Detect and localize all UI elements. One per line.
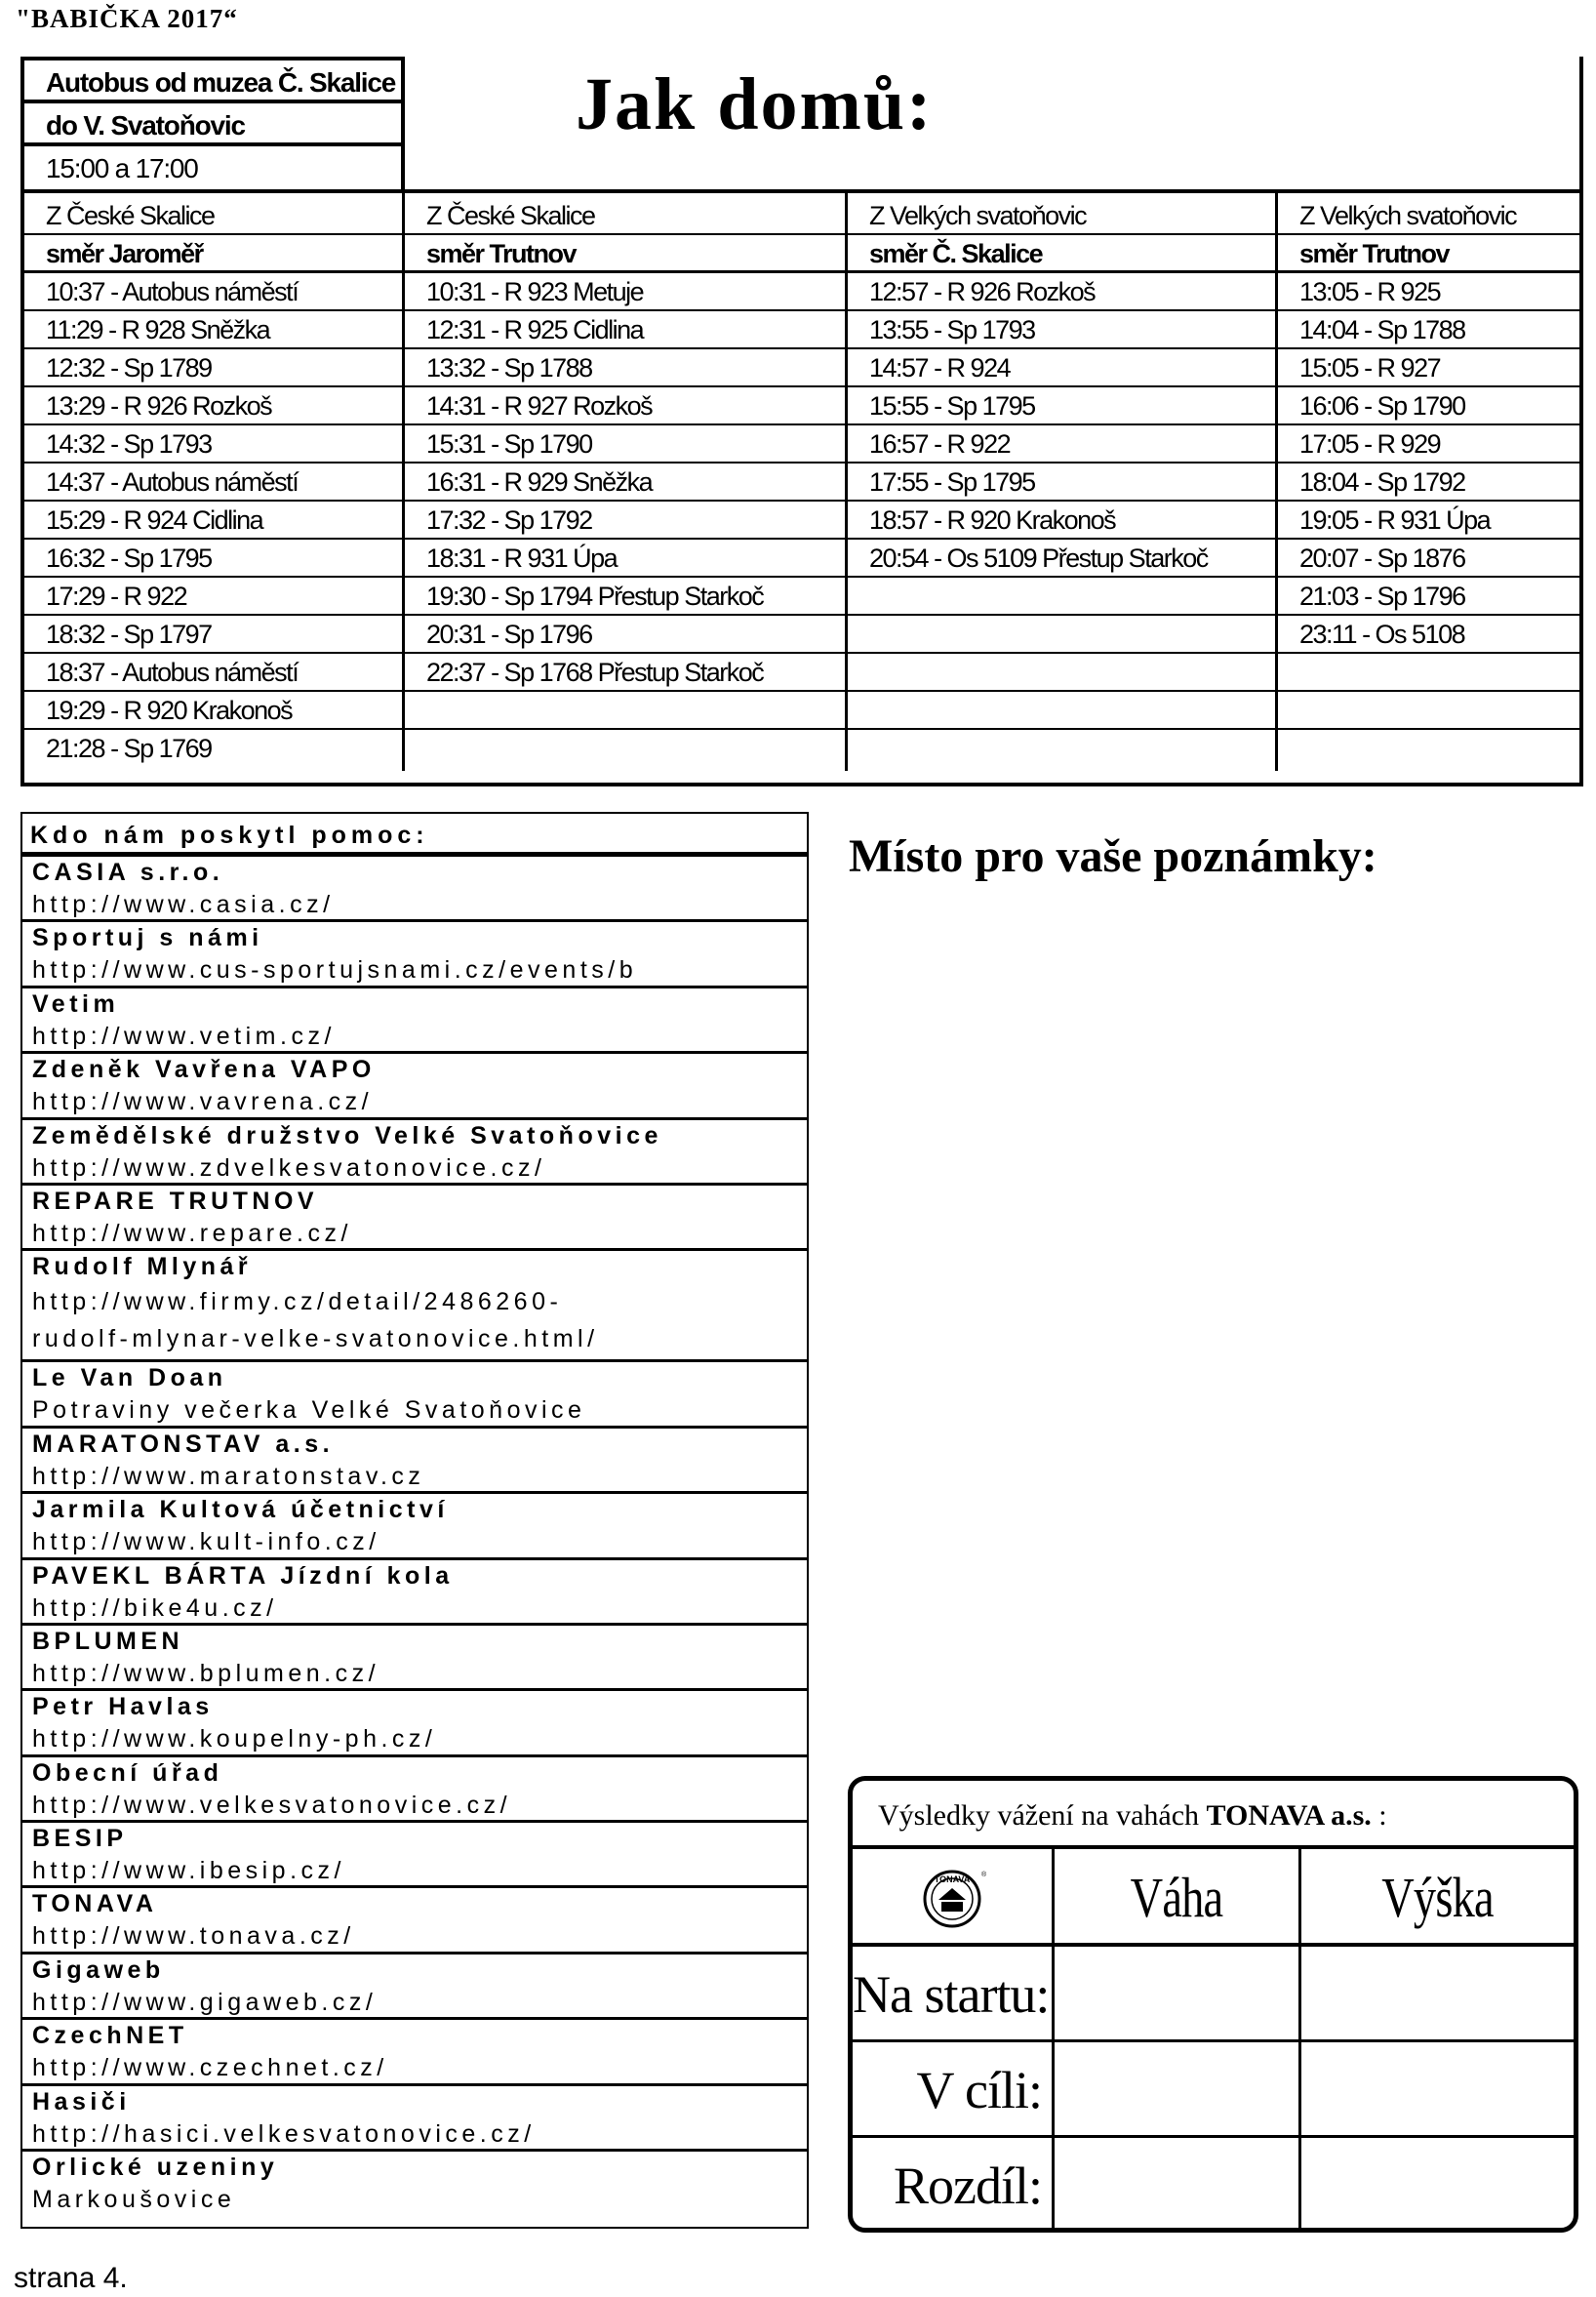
weighing-header-row [853,1849,1574,1947]
sponsor-name: BPLUMEN [32,1627,184,1655]
weighing-row-label: V cíli: [916,2061,1042,2119]
weighing-row-label: Rozdíl: [894,2156,1042,2215]
weighing-row [853,2042,1574,2138]
timetable-cell: 21:03 - Sp 1796 [1299,582,1465,611]
sponsor-url: http://www.czechnet.cz/ [32,2054,388,2082]
timetable-row [24,654,1579,692]
timetable-cell: 19:29 - R 920 Krakonoš [24,692,405,728]
sponsor-url: Markoušovice [32,2186,236,2214]
timetable-cell: 14:37 - Autobus náměstí [24,463,405,500]
sponsor-item [22,2152,807,2217]
timetable-cell: 14:32 - Sp 1793 [24,425,405,462]
sponsor-name: Orlické uzeniny [32,2154,279,2182]
sponsor-item [22,1494,807,1559]
sponsor-name: Zemědělské družstvo Velké Svatoňovice [32,1121,662,1149]
sponsor-url: http://www.gigaweb.cz/ [32,1988,378,2016]
notes-title: Místo pro vaše poznámky: [849,830,1377,882]
sponsor-item [22,2086,807,2152]
direction-header: směr Č. Skalice [848,235,1278,270]
timetable-cell: 17:32 - Sp 1792 [405,502,848,538]
sponsor-url: http://bike4u.cz/ [32,1593,278,1622]
timetable-cell: 13:29 - R 926 Rozkoš [24,387,405,423]
timetable-row [24,273,1579,311]
sponsor-url: http://www.cus-sportujsnami.cz/events/b [32,956,638,985]
height-value-cell [1301,2042,1574,2135]
sponsor-item [22,1120,807,1186]
sponsor-url-continued: rudolf-mlynar-velke-svatonovice.html/ [32,1325,599,1353]
timetable-cell: 22:37 - Sp 1768 Přestup Starkoč [405,654,848,690]
weight-header-cell [1055,1849,1301,1943]
timetable-cell: 20:31 - Sp 1796 [405,616,848,652]
timetable-cell [848,654,1278,690]
timetable-row [24,502,1579,540]
weighing-title-suffix: : [1371,1799,1387,1832]
svg-text:TONAVA: TONAVA [934,1874,971,1884]
sponsor-item [22,1757,807,1823]
direction-header: směr Trutnov [1299,239,1450,268]
height-header: Výška [1381,1866,1494,1929]
direction-header: směr Jaroměř [24,235,405,270]
sponsor-url: http://hasici.velkesvatonovice.cz/ [32,2119,536,2148]
direction-header: směr Trutnov [405,235,848,270]
timetable-cell: 16:06 - Sp 1790 [1299,391,1465,421]
timetable-cell [405,730,848,771]
timetable-cell: 12:32 - Sp 1789 [24,349,405,385]
timetable-cell: 13:05 - R 925 [1299,277,1441,306]
bus-line2: do V. Svatoňovic [24,103,401,146]
sponsors-title: Kdo nám poskytl pomoc: [22,814,807,857]
column-header: Z Velkých svatoňovic [1299,201,1517,230]
weight-value-cell [1055,1947,1301,2039]
bus-line1: Autobus od muzea Č. Skalice [24,60,401,103]
timetable-cell [1278,730,1579,771]
timetable-cell: 15:31 - Sp 1790 [405,425,848,462]
bus-times: 15:00 a 17:00 [46,153,198,183]
timetable-cell: 15:29 - R 924 Cidlina [24,502,405,538]
sponsor-url: http://www.kult-info.cz/ [32,1528,380,1556]
timetable-cell: 18:32 - Sp 1797 [24,616,405,652]
timetable-row [24,692,1579,730]
sponsor-url: http://www.repare.cz/ [32,1219,352,1247]
timetable-row [24,387,1579,425]
bus-info-box [24,57,405,191]
timetable-cell: 19:30 - Sp 1794 Přestup Starkoč [405,578,848,614]
timetable-cell: 16:32 - Sp 1795 [24,540,405,576]
sponsor-name: BESIP [32,1825,128,1853]
timetable-cell: 18:04 - Sp 1792 [1299,467,1465,497]
sponsor-url: http://www.firmy.cz/detail/2486260- [32,1288,563,1316]
height-value-cell [1301,1947,1574,2039]
sponsor-item [22,1954,807,2020]
timetable-cell: 16:57 - R 922 [848,425,1278,462]
sponsor-item [22,1362,807,1428]
timetable-cell: 13:32 - Sp 1788 [405,349,848,385]
timetable-cell: 17:55 - Sp 1795 [848,463,1278,500]
timetable-cell: 15:05 - R 927 [1299,353,1441,383]
timetable-row [24,349,1579,387]
weight-value-cell [1055,2138,1301,2233]
sponsor-url: http://www.zdvelkesvatonovice.cz/ [32,1153,546,1182]
timetable-row [24,578,1579,616]
weight-value-cell [1055,2042,1301,2135]
timetable-cell: 14:31 - R 927 Rozkoš [405,387,848,423]
sponsor-item [22,1186,807,1251]
timetable-cell [848,692,1278,728]
sponsor-url: http://www.maratonstav.cz [32,1462,425,1490]
timetable-row [24,616,1579,654]
sponsor-item [22,1626,807,1691]
sponsor-name: MARATONSTAV a.s. [32,1430,335,1458]
timetable-cell: 18:57 - R 920 Krakonoš [848,502,1278,538]
weighing-label-cell [853,2042,1055,2135]
timetable-cell: 23:11 - Os 5108 [1299,620,1465,649]
timetable-row [24,463,1579,502]
logo-cell [853,1849,1055,1943]
timetable-cell: 12:57 - R 926 Rozkoš [848,273,1278,309]
sponsor-url: http://www.bplumen.cz/ [32,1659,380,1687]
timetable-cell: 13:55 - Sp 1793 [848,311,1278,347]
sponsor-url: http://www.ibesip.cz/ [32,1857,345,1885]
weighing-title [853,1781,1574,1849]
document-header: "BABIČKA 2017“ [16,4,238,33]
sponsor-item [22,1251,807,1362]
timetable-cell: 14:04 - Sp 1788 [1299,315,1465,344]
timetable-cell [405,692,848,728]
sponsor-name: Jarmila Kultová účetnictví [32,1496,449,1524]
timetable-row [24,540,1579,578]
weighing-results-box [848,1776,1578,2233]
timetable-row [24,311,1579,349]
timetable-cell: 10:31 - R 923 Metuje [405,273,848,309]
timetable-cell: 14:57 - R 924 [848,349,1278,385]
sponsor-url: Potraviny večerka Velké Svatoňovice [32,1396,586,1425]
timetable-cell: 17:29 - R 922 [24,578,405,614]
timetable-cell: 21:28 - Sp 1769 [24,730,405,771]
sponsor-url: http://www.velkesvatonovice.cz/ [32,1791,512,1819]
timetable-cell: 10:37 - Autobus náměstí [24,273,405,309]
weighing-row [853,2138,1574,2233]
page-title: Jak domů: [576,63,934,145]
sponsor-name: TONAVA [32,1890,158,1918]
timetable-cell: 20:07 - Sp 1876 [1299,544,1465,573]
timetable [20,57,1583,786]
column-header: Z Velkých svatoňovic [848,193,1278,233]
timetable-cell [848,578,1278,614]
weight-header: Váha [1130,1866,1223,1929]
sponsors-list [20,812,809,2229]
timetable-header-row [24,193,1579,235]
timetable-cell: 19:05 - R 931 Úpa [1299,505,1491,535]
sponsor-name: Gigaweb [32,1955,165,1984]
tonava-logo-icon [911,1867,993,1929]
page-number: strana 4. [14,2262,128,2294]
height-value-cell [1301,2138,1574,2233]
column-header: Z České Skalice [24,193,405,233]
sponsor-name: Rudolf Mlynář [32,1253,253,1281]
timetable-cell: 15:55 - Sp 1795 [848,387,1278,423]
weighing-title-prefix: Výsledky vážení na vahách [878,1799,1207,1832]
weighing-label-cell [853,1947,1055,2039]
timetable-row [24,730,1579,771]
timetable-cell [1278,654,1579,690]
sponsor-item [22,1054,807,1119]
sponsor-url: http://www.tonava.cz/ [32,1922,355,1951]
timetable-grid [24,189,1579,771]
sponsor-item [22,922,807,987]
timetable-cell: 17:05 - R 929 [1299,429,1441,459]
sponsor-item [22,1888,807,1954]
timetable-row [24,425,1579,463]
sponsor-name: PAVEKL BÁRTA Jízdní kola [32,1561,454,1590]
sponsor-name: Hasiči [32,2087,131,2116]
timetable-cell [1278,692,1579,728]
sponsor-item [22,2020,807,2085]
timetable-cell: 20:54 - Os 5109 Přestup Starkoč [848,540,1278,576]
weighing-title-brand: TONAVA a.s. [1206,1799,1372,1832]
sponsor-name: Sportuj s námi [32,924,263,952]
sponsor-url: http://www.vavrena.cz/ [32,1088,374,1116]
sponsor-item [22,1691,807,1756]
sponsor-item [22,857,807,922]
sponsor-name: Petr Havlas [32,1693,214,1721]
svg-text:®: ® [981,1872,987,1878]
column-header: Z České Skalice [405,193,848,233]
timetable-cell: 12:31 - R 925 Cidlina [405,311,848,347]
sponsor-name: Obecní úřad [32,1758,223,1787]
sponsor-url: http://www.vetim.cz/ [32,1022,336,1050]
sponsor-name: Zdeněk Vavřena VAPO [32,1056,376,1084]
timetable-cell: 11:29 - R 928 Sněžka [24,311,405,347]
sponsor-name: REPARE TRUTNOV [32,1187,319,1215]
sponsor-item [22,988,807,1054]
sponsor-name: CzechNET [32,2022,188,2050]
height-header-cell [1301,1849,1574,1943]
timetable-direction-row [24,235,1579,273]
weighing-row [853,1947,1574,2042]
timetable-cell [848,730,1278,771]
timetable-cell: 18:37 - Autobus náměstí [24,654,405,690]
sponsor-name: CASIA s.r.o. [32,859,224,886]
weighing-row-label: Na startu: [853,1965,1050,2024]
sponsor-item [22,1560,807,1626]
timetable-cell: 16:31 - R 929 Sněžka [405,463,848,500]
sponsor-item [22,1429,807,1494]
sponsor-name: Vetim [32,989,120,1018]
sponsor-item [22,1823,807,1888]
weighing-label-cell [853,2138,1055,2233]
timetable-cell [848,616,1278,652]
sponsor-url: http://www.koupelny-ph.cz/ [32,1725,437,1753]
sponsor-url: http://www.casia.cz/ [32,891,335,918]
sponsor-name: Le Van Doan [32,1364,227,1392]
timetable-cell: 18:31 - R 931 Úpa [405,540,848,576]
